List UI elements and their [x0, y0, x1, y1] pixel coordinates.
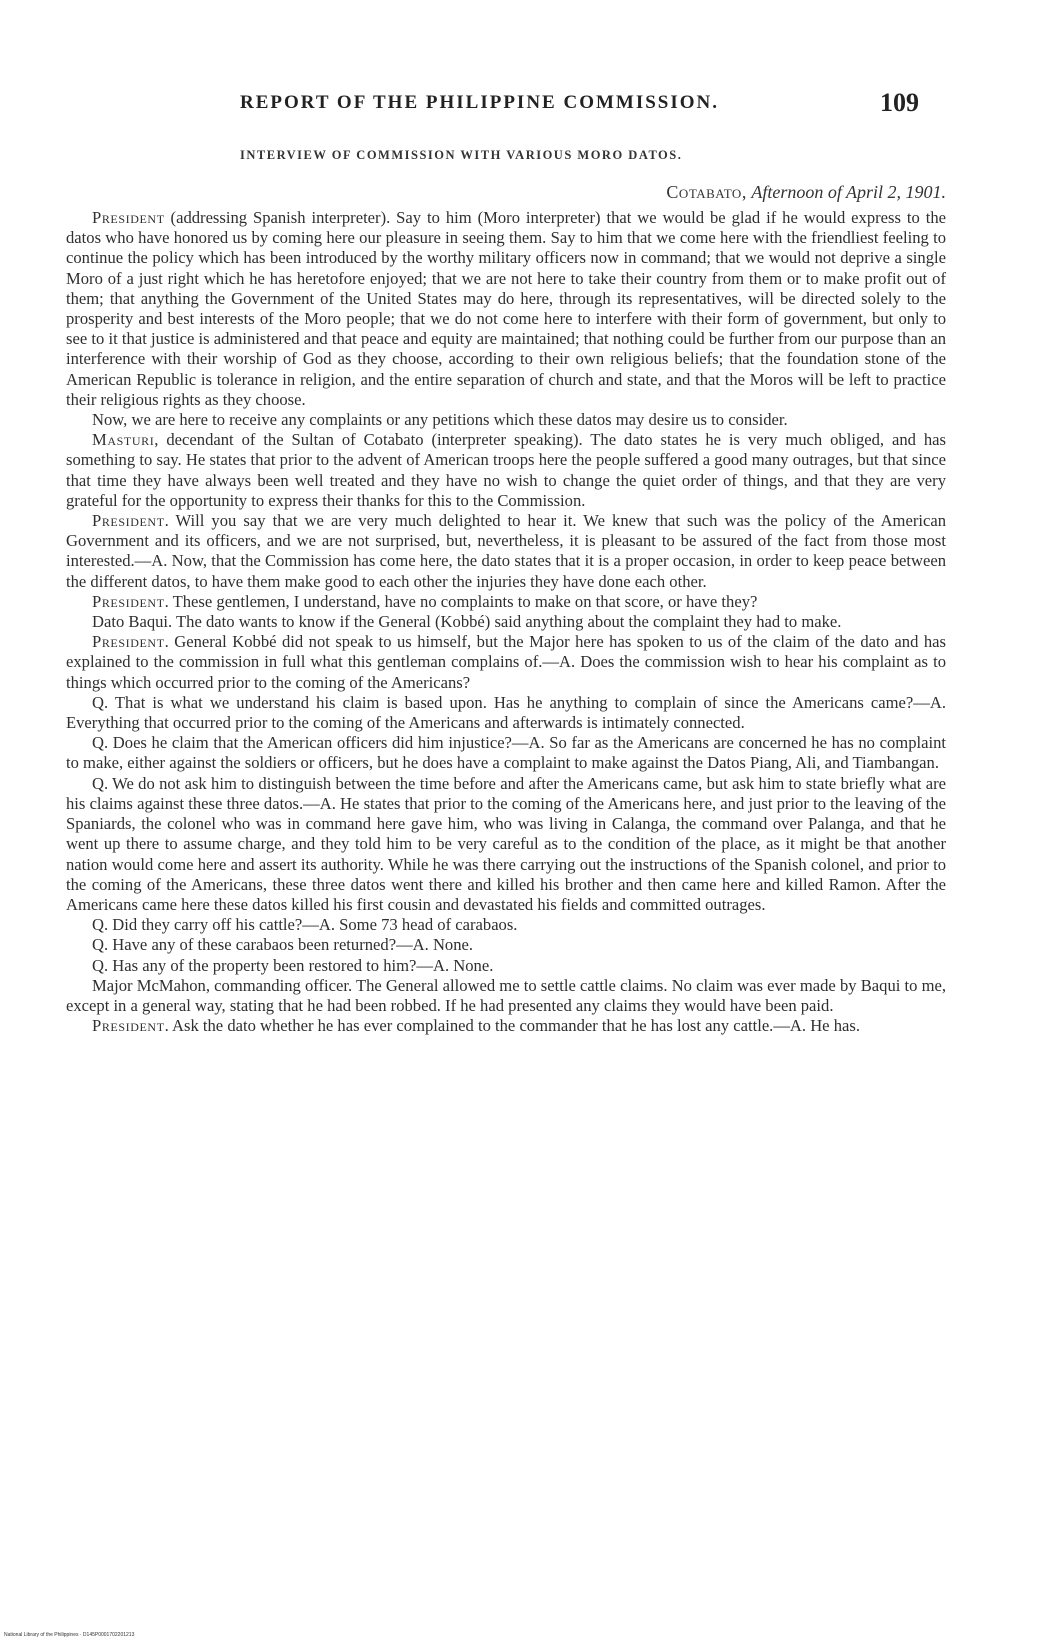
paragraph-text: Q. That is what we understand his claim is based upon. Has he anything to complain of since the Americans came?—A. Everything that occurred prior to the coming of the Americans and afterwards is intimately connected. [66, 692, 946, 733]
paragraph [66, 976, 946, 1016]
dateline-time: Afternoon of April 2, 1901. [751, 182, 946, 202]
paragraph [66, 774, 946, 915]
paragraph-text: (addressing Spanish interpreter). Say to him (Moro interpreter) that we would be glad if he would express to the datos who have honored us by coming here our pleasure in seeing them. Say to him that we come here with the friendliest feeling to continue the policy which has been introduced by the worthy military officers now in command; that we would not deprive a single Moro of a just right which he has heretofore enjoyed; that we are not here to take their country from them or to make profit out of them; that anything the Government of the United States may do here, through its representatives, will be directed solely to the prosperity and best interests of the Moro people; that we do not come here to interfere with their form of government, but only to see to it that justice is administered and that peace and equity are maintained; that nothing could be further from our purpose than an interference with their worship of God as they choose, according to their own religious beliefs; that the foundation stone of the American Republic is tolerance in religion, and the entire separation of church and state, and that the Moros will be left to practice their religious rights as they choose. [66, 208, 946, 409]
paragraph-text: , decendant of the Sultan of Cotabato (interpreter speaking). The dato states he is very much obliged, and has something to say. He states that prior to the advent of American troops here the people suffered a good many outrages, but that since that time they have always been well treated and they have no wish to change the quiet order of things, and that they are very grateful for the opportunity to express their thanks for this to the Commission. [66, 430, 946, 510]
section-title: INTERVIEW OF COMMISSION WITH VARIOUS MORO DATOS. [240, 148, 683, 162]
paragraph-text: . Ask the dato whether he has ever complained to the commander that he has lost any cattle.—A. He has. [164, 1016, 860, 1036]
paragraph [66, 511, 946, 592]
speaker-name: President [92, 1016, 165, 1036]
library-stamp: National Library of the Philippines · D145P0001702201213 [4, 1632, 135, 1638]
paragraph [66, 430, 946, 511]
paragraph-text: Q. Does he claim that the American officers did him injustice?—A. So far as the Americans are concerned he has no complaint to make, either against the soldiers or officers, but he does have a complaint to make against the Datos Piang, Ali, and Tiambangan. [66, 733, 946, 773]
running-head: REPORT OF THE PHILIPPINE COMMISSION. [240, 92, 720, 113]
dateline-place: Cotabato, [666, 182, 747, 202]
dateline [0, 182, 946, 203]
speaker-name: President [92, 511, 165, 531]
paragraph-text: Q. Have any of these carabaos been returned?—A. None. [92, 935, 474, 955]
speaker-name: President [92, 632, 165, 652]
paragraph [66, 693, 946, 733]
paragraph-text: Q. Did they carry off his cattle?—A. Some 73 head of carabaos. [92, 915, 518, 935]
paragraph-text: Q. Has any of the property been restored to him?—A. None. [92, 955, 494, 975]
paragraph [66, 632, 946, 693]
paragraph [66, 915, 946, 935]
page-number: 109 [880, 88, 919, 117]
paragraph [66, 410, 946, 430]
paragraph [66, 592, 946, 612]
paragraph [66, 935, 946, 955]
paragraph-text: . Will you say that we are very much delighted to hear it. We knew that such was the policy of the American Government and its officers, and we are not surprised, but, nevertheless, it is pleasant to be assured of the fact from those most interested.—A. Now, that the Commission has come here, the dato states that it is a proper occasion, in order to keep peace between the different datos, to have them make good to each other the injuries they have done each other. [66, 511, 946, 591]
paragraph [66, 1016, 946, 1036]
paragraph [66, 956, 946, 976]
paragraph [66, 208, 946, 410]
paragraph-text: Major McMahon, commanding officer. The General allowed me to settle cattle claims. No claim was ever made by Baqui to me, except in a general way, stating that he had been robbed. If he had presented any claims they would have been paid. [66, 975, 946, 1015]
paragraph-text: . General Kobbé did not speak to us himself, but the Major here has spoken to us of the claim of the dato and has explained to the commission in full what this gentleman complains of.—A. Does the commission wish to hear his complaint as to things which occurred prior to the coming of the Americans? [66, 632, 946, 692]
paragraph-text: Q. We do not ask him to distinguish between the time before and after the Americans came, but ask him to state briefly what are his claims against these three datos.—A. He states that prior to the coming of the Americans here, and just prior to the leaving of the Spaniards, the colonel who was in command here gave him, who was living in Calanga, the command over Palanga, and that he went up there to assume charge, and they told him to be very careful as to the condition of the place, as it might be that another nation would come here and assert its authority. While he was there carrying out the instructions of the Spanish colonel, and prior to the coming of the Americans, these three datos went there and killed his brother and then came here and killed Ramon. After the Americans came here these datos killed his first cousin and devastated his fields and committed outrages. [66, 773, 946, 914]
speaker-name: Masturi [92, 430, 155, 450]
paragraph-text: Now, we are here to receive any complaints or any petitions which these datos may desire us to consider. [92, 410, 788, 430]
speaker-name: President [92, 591, 165, 611]
paragraph [66, 733, 946, 773]
paragraph [66, 612, 946, 632]
paragraph-text: Dato Baqui. The dato wants to know if the General (Kobbé) said anything about the complaint they had to make. [92, 612, 842, 632]
transcript-body [66, 208, 946, 1036]
speaker-name: President [92, 208, 165, 227]
paragraph-text: . These gentlemen, I understand, have no complaints to make on that score, or have they? [164, 591, 758, 611]
